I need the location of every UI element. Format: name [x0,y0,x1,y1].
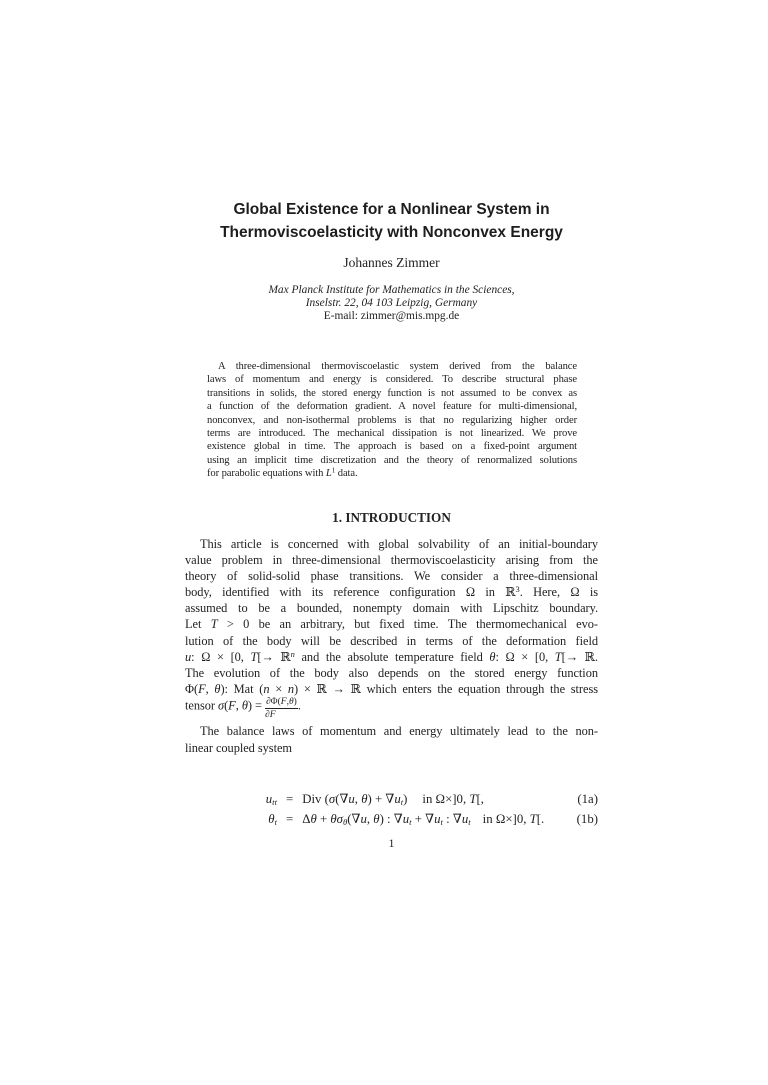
affiliation-line-2: Inselstr. 22, 04 103 Leipzig, Germany [305,297,478,309]
text-line: a function of the deformation gradient. A novel feature for multi-dimensional, [207,401,577,413]
paper-title [185,198,598,244]
equals-sign: = [286,791,294,806]
text-line: transitions in solids, the stored energy function is not assumed to be convex as [207,387,577,399]
equations-block [185,789,598,829]
text-line: using an implicit time discretization and the theory of renormalized solutions [207,454,577,466]
text-line: assumed to be a bounded, nonempty domain with Lipschitz boundary. [185,601,598,616]
text-line: The evolution of the body also depends on the stored energy function [185,666,598,681]
equals-sign: = [286,811,294,826]
text-line: terms are introduced. The mechanical dissipation is not linearized. We prove [207,427,577,439]
affiliation-line-1: Max Planck Institute for Mathematics in the Sciences, [268,284,515,296]
text-line: laws of momentum and energy is considered. To describe structural phase [207,374,577,386]
text-line: theory of solid-solid phase transitions. We consider a three-dimensional [185,568,598,583]
text-line: existence global in time. The approach is based on a fixed-point argument [207,441,577,453]
text-line: u: Ω × [0, T[→ ℝ$^n$ and the absolute temperature field θ: Ω × [0, T[→ ℝ. [185,648,598,664]
page-number: 1 [388,835,395,850]
equation-tag-1a: (1a) [577,791,598,806]
text-line: This article is concerned with global solvability of an initial-boundary [200,536,598,551]
equation-1b-rhs: $\Delta\theta + \theta\sigma_\theta(\nabla u$, θ) : $\nabla u_t + \nabla u_t$ : $\nabla u_t$ in Ω×]0, T[. [302,811,545,827]
text-line: body, identified with its reference configuration Ω in ℝ$^3$. Here, Ω is [185,583,598,600]
paper-title-line-2: Thermoviscoelasticity with Nonconvex Energy [220,224,563,241]
text-line: nonconvex, and non-isothermal problems is that no regularizing higher order [207,414,577,426]
text-line: Let T > 0 be an arbitrary, but fixed time. The thermomechanical evo- [185,617,598,632]
text-column [185,0,598,851]
section-heading: 1. INTRODUCTION [332,509,451,525]
text-line: for parabolic equations with $L^1$ data. [207,466,358,480]
text-line: The balance laws of momentum and energy ultimately lead to the non- [200,724,598,739]
text-line: value problem in three-dimensional thermoviscoelasticity arising from the [185,552,598,567]
text-line: A three-dimensional thermoviscoelastic system derived from the balance [218,361,577,372]
equation-row-1b [185,809,598,829]
abstract-block [207,360,577,481]
equation-1a-rhs: Div (σ(∇u, $\theta) + \nabla u_t$) in Ω×]0, T[, [302,791,484,807]
equation-1b-lhs: $\theta_t$ [268,811,277,827]
equation-1a-lhs: $u_{tt}$ [265,791,277,807]
text-line: Φ(F, θ): Mat (n × n) × ℝ → ℝ which enters the equation through the stress [185,682,598,697]
intro-paragraph-1 [185,536,598,724]
intro-paragraph-2 [185,723,598,755]
equation-row-1a [185,789,598,809]
affiliation-block [185,284,598,323]
email-line: E-mail: zimmer@mis.mpg.de [323,310,460,322]
text-line: linear coupled system [185,740,292,755]
text-line: tensor σ(F, θ) = $\frac{\partial\Phi(F,\theta)}{\partial F}$ . [185,697,301,720]
text-line: lution of the body will be described in terms of the deformation field [185,633,598,648]
equation-tag-1b: (1b) [576,811,598,826]
author-name: Johannes Zimmer [343,255,440,270]
paper-title-line-1: Global Existence for a Nonlinear System in [233,201,550,218]
